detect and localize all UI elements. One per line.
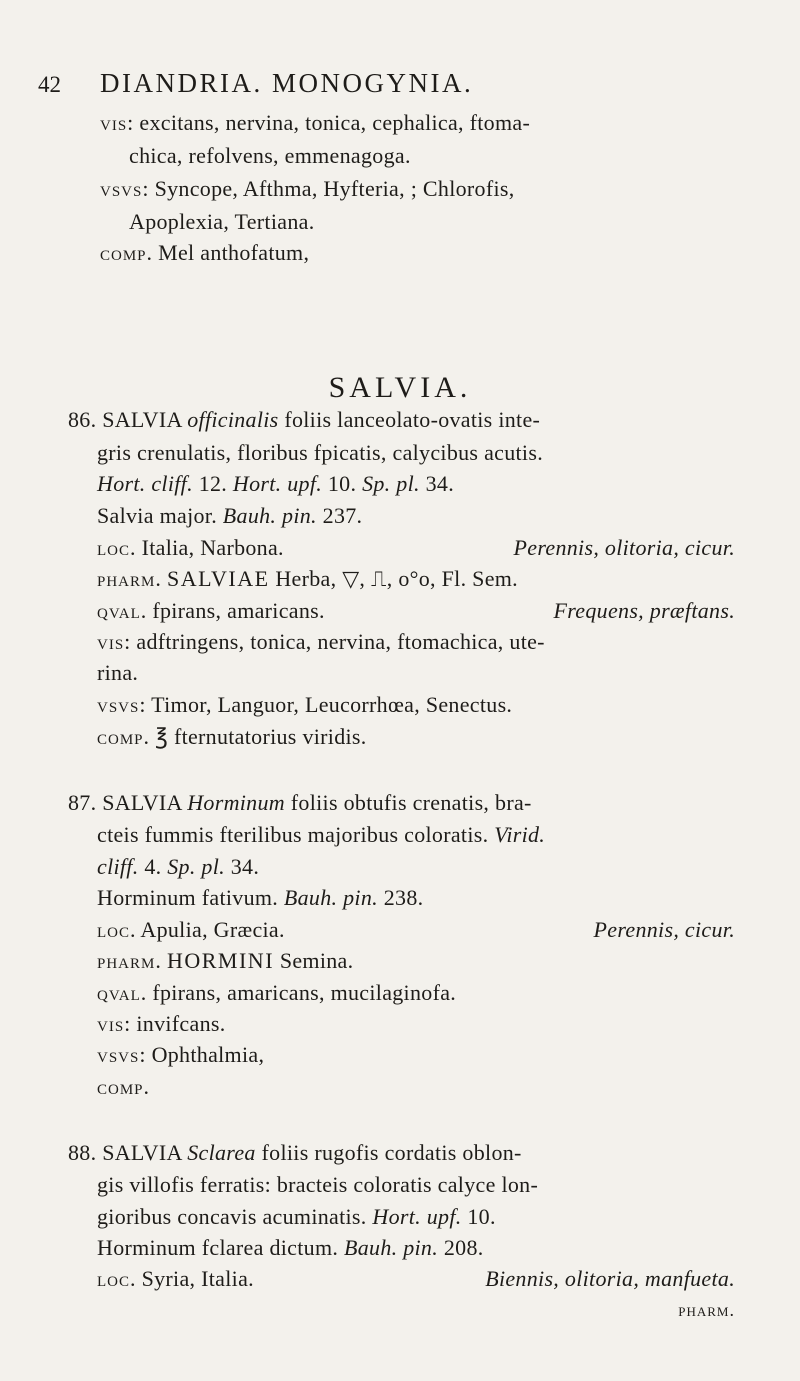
text-line [97, 724, 367, 750]
text-segment: officinalis [187, 407, 279, 432]
text-segment: foliis lanceolato-ovatis inte- [278, 407, 541, 432]
text-segment: Perennis, olitoria, cicur. [513, 535, 735, 560]
text-segment: pharm. [678, 1300, 735, 1320]
text-line [97, 854, 259, 880]
text-line-right [514, 535, 735, 561]
text-segment: cteis fummis fterilibus majoribus coloratis. [97, 822, 495, 847]
text-segment: vsvs [97, 692, 140, 717]
text-segment: 12. [192, 471, 233, 496]
text-line [129, 143, 411, 169]
text-segment: Salvia major. [97, 503, 223, 528]
text-segment: Sp. pl. [167, 854, 225, 879]
text-segment: Bauh. pin. [222, 503, 317, 528]
text-segment: 34. [224, 854, 260, 879]
text-segment: Herba, ▽, ⎍, o°o, Fl. Sem. [269, 566, 518, 591]
text-segment: vsvs [97, 1042, 140, 1067]
text-line [97, 660, 138, 686]
text-segment: 10. [461, 1204, 496, 1229]
text-segment: foliis rugofis cordatis oblon- [255, 1140, 522, 1165]
text-line-right [554, 598, 736, 624]
text-line [97, 566, 518, 592]
text-segment: gis villofis ferratis: bracteis coloratis calyce lon- [97, 1172, 539, 1197]
text-line [678, 1297, 735, 1323]
text-segment: Horminum fativum. [97, 885, 284, 910]
text-segment: . [155, 948, 167, 973]
text-segment: Sclarea [187, 1140, 256, 1165]
text-segment: qval [97, 980, 141, 1005]
text-segment: HORMINI [166, 948, 275, 973]
text-segment: Semina. [274, 948, 354, 973]
text-segment: Biennis, olitoria, manfueta. [485, 1266, 735, 1291]
text-segment: : Ophthalmia, [139, 1042, 265, 1067]
text-segment: chica, refolvens, emmenagoga. [129, 143, 411, 168]
text-line [97, 1042, 264, 1068]
text-segment: Bauh. pin. [283, 885, 378, 910]
text-line [97, 1074, 149, 1100]
text-segment: Hort. upf. [372, 1204, 462, 1229]
text-segment: : excitans, nervina, tonica, cephalica, ftoma- [127, 110, 531, 135]
text-line [100, 240, 309, 266]
text-segment: rina. [97, 660, 139, 685]
text-segment: Horminum fclarea dictum. [97, 1235, 344, 1260]
text-segment: . Italia, Narbona. [130, 535, 284, 560]
text-line [97, 917, 285, 943]
text-line [129, 209, 315, 235]
text-line [97, 692, 512, 718]
running-head: DIANDRIA. MONOGYNIA. [100, 68, 474, 98]
text-segment: 86. SALVIA [68, 407, 188, 432]
text-segment: Apoplexia, Tertiana. [129, 209, 315, 234]
text-line [97, 1011, 226, 1037]
text-segment: . fpirans, amaricans. [140, 598, 325, 623]
text-segment: . ℥ fternutatorius viridis. [143, 724, 367, 749]
text-line [97, 629, 545, 655]
text-segment: Hort. cliff. [97, 471, 193, 496]
text-segment: loc [97, 1266, 130, 1291]
text-segment: pharm [97, 948, 156, 973]
text-segment: Hort. upf. [232, 471, 323, 496]
text-segment: Sp. pl. [362, 471, 420, 496]
text-segment: . [143, 1074, 150, 1099]
text-segment: . Apulia, Græcia. [130, 917, 285, 942]
text-segment: vsvs [100, 176, 143, 201]
text-line [97, 980, 456, 1006]
text-line [68, 790, 532, 816]
text-line [97, 440, 543, 466]
text-segment: cliff. [97, 854, 139, 879]
text-line-right [485, 1266, 735, 1292]
text-segment: gris crenulatis, floribus fpicatis, calycibus acutis. [97, 440, 544, 465]
text-line [97, 535, 284, 561]
text-line [97, 471, 454, 497]
text-line [97, 503, 362, 529]
text-segment: : Timor, Languor, Leucorrhœa, Senectus. [139, 692, 513, 717]
text-line [97, 948, 353, 974]
text-segment: pharm [97, 566, 156, 591]
text-segment: comp [97, 1074, 144, 1099]
text-segment: Bauh. pin. [343, 1235, 439, 1260]
text-line [97, 1235, 484, 1261]
text-segment: Perennis, cicur. [593, 917, 735, 942]
text-line [100, 110, 530, 136]
text-segment: vis [97, 629, 125, 654]
text-line [97, 598, 325, 624]
text-line [68, 1140, 522, 1166]
text-segment: Horminum [187, 790, 285, 815]
text-segment: : adftringens, tonica, nervina, ftomachica, ute- [124, 629, 545, 654]
text-segment: . Mel anthofatum, [146, 240, 310, 265]
section-heading: SALVIA. [328, 371, 472, 404]
text-segment: 208. [438, 1235, 484, 1260]
text-line [97, 1172, 538, 1198]
text-line [97, 822, 545, 848]
text-segment: . Syria, Italia. [130, 1266, 254, 1291]
text-line [97, 1266, 254, 1292]
text-segment: 237. [316, 503, 363, 528]
text-segment: gioribus concavis acuminatis. [97, 1204, 373, 1229]
text-line [100, 176, 515, 202]
text-line [97, 1204, 496, 1230]
text-segment: comp [100, 240, 147, 265]
text-segment: 88. SALVIA [68, 1140, 188, 1165]
text-line [97, 885, 423, 911]
text-line [68, 407, 540, 433]
text-segment: vis [100, 110, 128, 135]
text-segment: . [155, 566, 167, 591]
text-segment: : invifcans. [124, 1011, 226, 1036]
text-segment: 34. [419, 471, 454, 496]
text-segment: qval [97, 598, 141, 623]
text-segment: 4. [138, 854, 168, 879]
text-segment: SALVIAE [166, 566, 270, 591]
text-segment: 10. [322, 471, 363, 496]
text-segment: vis [97, 1011, 125, 1036]
page-number: 42 [38, 72, 61, 97]
text-line-right [594, 917, 735, 943]
text-segment: 238. [377, 885, 424, 910]
text-segment: comp [97, 724, 144, 749]
text-segment: . fpirans, amaricans, mucilaginofa. [140, 980, 457, 1005]
text-segment: : Syncope, Afthma, Hyfteria, ; Chlorofis, [142, 176, 515, 201]
text-segment: Virid. [494, 822, 546, 847]
text-segment: 87. SALVIA [68, 790, 188, 815]
text-segment: Frequens, præftans. [553, 598, 735, 623]
text-segment: foliis obtufis crenatis, bra- [284, 790, 532, 815]
text-segment: loc [97, 535, 130, 560]
text-segment: loc [97, 917, 130, 942]
